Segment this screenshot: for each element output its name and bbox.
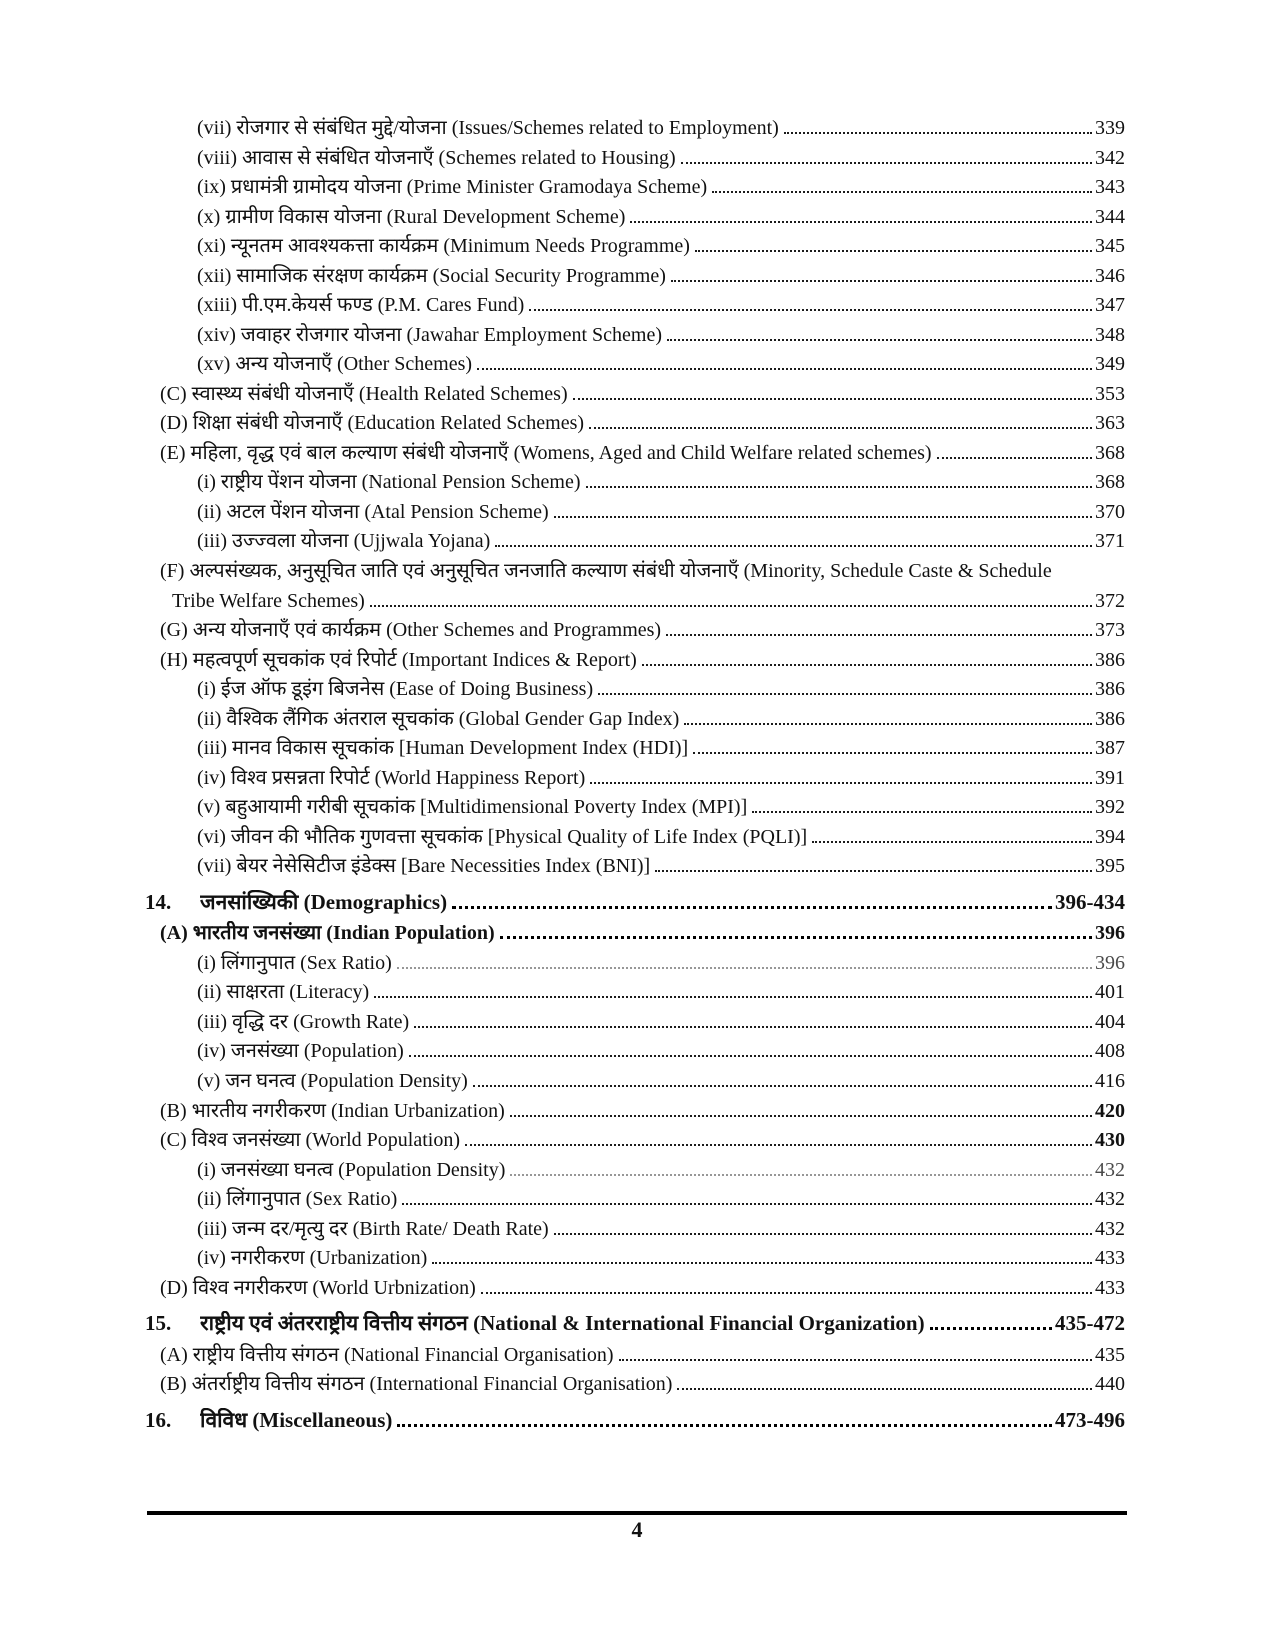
dot-leader	[370, 605, 1092, 607]
dot-leader	[374, 996, 1092, 998]
toc-entry	[145, 470, 1125, 500]
toc-page-number: 432	[1095, 1188, 1125, 1211]
toc-page-number: 386	[1095, 648, 1125, 671]
toc-entry	[145, 352, 1125, 382]
toc-page-number: 432	[1095, 1217, 1125, 1240]
dot-leader	[681, 162, 1092, 164]
toc-entry	[145, 1276, 1125, 1306]
toc-page-number: 344	[1095, 205, 1125, 228]
dot-leader	[477, 368, 1092, 370]
toc-entry-text: (E) महिला, वृद्ध एवं बाल कल्याण संबंधी योजनाएँ (Womens, Aged and Child Welfare related schemes)	[160, 441, 932, 464]
dot-leader	[573, 398, 1092, 400]
toc-entry	[145, 736, 1125, 766]
toc-page-number: 342	[1095, 146, 1125, 169]
toc-entry	[145, 890, 1125, 920]
toc-entry	[145, 1069, 1125, 1099]
dot-leader	[495, 545, 1092, 547]
toc-page-number: 401	[1095, 981, 1125, 1004]
toc-page-number: 349	[1095, 353, 1125, 376]
dot-leader	[510, 1115, 1092, 1117]
toc-entry-text: (C) स्वास्थ्य संबंधी योजनाएँ (Health Related Schemes)	[160, 382, 568, 405]
toc-page-number: 396	[1095, 922, 1125, 945]
toc-page-number: 473-496	[1055, 1407, 1125, 1432]
toc-entry-text: Tribe Welfare Schemes)	[172, 589, 365, 612]
toc-entry	[145, 175, 1125, 205]
toc-entry	[145, 146, 1125, 176]
toc-page-number: 432	[1095, 1158, 1125, 1181]
toc-entry	[145, 234, 1125, 264]
dot-leader	[589, 427, 1092, 429]
toc-entry-text: विविध (Miscellaneous)	[200, 1407, 393, 1432]
toc-entry	[145, 1217, 1125, 1247]
toc-entry-text: (v) बहुआयामी गरीबी सूचकांक [Multidimensional Poverty Index (MPI)]	[197, 796, 748, 819]
toc-page-number: 430	[1095, 1129, 1125, 1152]
toc-page-number: 386	[1095, 678, 1125, 701]
dot-leader	[695, 250, 1092, 252]
toc-entry	[145, 980, 1125, 1010]
toc-page-number: 408	[1095, 1040, 1125, 1063]
toc-page-number: 387	[1095, 737, 1125, 760]
toc-entry-text: (iii) वृद्धि दर (Growth Rate)	[197, 1010, 410, 1033]
toc-entry	[145, 1408, 1125, 1438]
toc-section-number: 15.	[145, 1311, 172, 1336]
toc-page-number: 348	[1095, 323, 1125, 346]
toc-entry-text: (iii) मानव विकास सूचकांक [Human Development Index (HDI)]	[197, 737, 689, 760]
toc-entry-text: (A) राष्ट्रीय वित्तीय संगठन (National Financial Organisation)	[160, 1343, 614, 1366]
toc-section-number: 16.	[145, 1407, 172, 1432]
toc-page-number: 347	[1095, 294, 1125, 317]
toc-entry	[145, 854, 1125, 884]
toc-page-number: 370	[1095, 500, 1125, 523]
dot-leader	[414, 1026, 1092, 1028]
toc-entry-text: (xii) सामाजिक संरक्षण कार्यक्रम (Social Security Programme)	[197, 264, 666, 287]
toc-entry	[145, 411, 1125, 441]
dot-leader	[452, 906, 1052, 909]
toc-section-number: 14.	[145, 889, 172, 914]
dot-leader	[630, 221, 1092, 223]
dot-leader	[655, 870, 1092, 872]
toc-entry-text: राष्ट्रीय एवं अंतरराष्ट्रीय वित्तीय संगठन (National & International Financial Organization)	[200, 1311, 925, 1336]
toc-entry-text: (C) विश्व जनसंख्या (World Population)	[160, 1129, 461, 1152]
toc-entry	[145, 205, 1125, 235]
toc-entry-text: जनसांख्यिकी (Demographics)	[200, 889, 448, 914]
toc-page-number: 386	[1095, 707, 1125, 730]
toc-entry	[145, 921, 1125, 951]
toc-entry	[145, 293, 1125, 323]
toc-page-number: 416	[1095, 1070, 1125, 1092]
toc-entry-text: (ii) वैश्विक लैंगिक अंतराल सूचकांक (Global Gender Gap Index)	[197, 707, 680, 730]
dot-leader	[590, 782, 1092, 784]
toc-page-number: 368	[1095, 441, 1125, 464]
toc-entry-text: (iv) जनसंख्या (Population)	[197, 1040, 404, 1063]
dot-leader	[642, 664, 1092, 666]
toc-entry-text: (iii) जन्म दर/मृत्यु दर (Birth Rate/ Death Rate)	[197, 1217, 549, 1240]
dot-leader	[500, 936, 1092, 939]
footer-rule	[147, 1511, 1127, 1515]
toc-entry-text: (xiv) जवाहर रोजगार योजना (Jawahar Employment Scheme)	[197, 323, 663, 346]
toc-page-number: 353	[1095, 382, 1125, 405]
dot-leader	[671, 280, 1092, 282]
toc-entry	[145, 323, 1125, 353]
dot-leader	[409, 1055, 1092, 1057]
dot-leader	[677, 1388, 1092, 1390]
toc-page-number: 420	[1095, 1099, 1125, 1122]
toc-entry-text: (i) लिंगानुपात (Sex Ratio)	[197, 951, 392, 974]
toc-page-number: 396	[1095, 951, 1125, 974]
toc-entry	[145, 1372, 1125, 1402]
toc-entry	[145, 1343, 1125, 1373]
toc-page-number: 371	[1095, 530, 1125, 553]
toc-page-number: 396-434	[1055, 889, 1125, 914]
toc-entry-text: (ii) अटल पेंशन योजना (Atal Pension Scheme)	[197, 500, 549, 523]
dot-leader	[784, 132, 1092, 134]
toc-page-number: 345	[1095, 235, 1125, 258]
toc-entry	[145, 264, 1125, 294]
dot-leader	[684, 723, 1092, 725]
dot-leader	[619, 1359, 1092, 1361]
toc-entry	[145, 589, 1125, 619]
toc-list	[145, 116, 1125, 1439]
toc-page-number: 391	[1095, 766, 1125, 789]
toc-entry-text: (x) ग्रामीण विकास योजना (Rural Development Scheme)	[197, 205, 626, 228]
dot-leader	[667, 339, 1092, 341]
toc-entry-text: (xi) न्यूनतम आवश्यकत्ता कार्यक्रम (Minimum Needs Programme)	[197, 235, 690, 258]
toc-entry-text: (vii) बेयर नेसेसिटीज इंडेक्स [Bare Necessities Index (BNI)]	[197, 855, 651, 878]
toc-entry	[145, 1128, 1125, 1158]
toc-entry	[145, 707, 1125, 737]
toc-entry-text: (B) अंतर्राष्ट्रीय वित्तीय संगठन (International Financial Organisation)	[160, 1373, 673, 1396]
toc-entry-text: (iv) नगरीकरण (Urbanization)	[197, 1247, 428, 1270]
dot-leader	[598, 693, 1092, 695]
dot-leader	[712, 191, 1092, 193]
dot-leader	[397, 967, 1092, 969]
toc-page-number: 433	[1095, 1247, 1125, 1270]
toc-entry	[145, 1187, 1125, 1217]
toc-page-number: 346	[1095, 264, 1125, 287]
toc-entry-text: (iv) विश्व प्रसन्नता रिपोर्ट (World Happiness Report)	[197, 766, 586, 789]
toc-entry-text: (A) भारतीय जनसंख्या (Indian Population)	[160, 922, 495, 945]
toc-entry	[145, 441, 1125, 471]
dot-leader	[752, 811, 1092, 813]
toc-page-number: 433	[1095, 1276, 1125, 1299]
toc-entry	[145, 1311, 1125, 1341]
dot-leader	[812, 841, 1092, 843]
dot-leader	[666, 634, 1092, 636]
toc-entry	[145, 766, 1125, 796]
dot-leader	[693, 752, 1092, 754]
toc-page-number: 368	[1095, 471, 1125, 494]
toc-entry	[145, 795, 1125, 825]
dot-leader	[529, 309, 1092, 311]
dot-leader	[937, 457, 1092, 459]
toc-page-number: 435-472	[1055, 1311, 1125, 1336]
toc-entry-text: (ii) साक्षरता (Literacy)	[197, 981, 370, 1004]
dot-leader	[586, 486, 1093, 488]
toc-page-number: 395	[1095, 855, 1125, 878]
toc-entry-text: (iii) उज्ज्वला योजना (Ujjwala Yojana)	[197, 530, 491, 553]
toc-entry-text: (H) महत्वपूर्ण सूचकांक एवं रिपोर्ट (Important Indices & Report)	[160, 648, 637, 671]
dot-leader	[481, 1292, 1092, 1294]
toc-entry	[145, 677, 1125, 707]
dot-leader	[554, 1233, 1092, 1235]
toc-entry	[145, 1246, 1125, 1276]
toc-page-number: 404	[1095, 1010, 1125, 1033]
toc-page-number: 373	[1095, 619, 1125, 642]
dot-leader	[397, 1424, 1052, 1427]
toc-entry	[145, 825, 1125, 855]
toc-entry-text: (F) अल्पसंख्यक, अनुसूचित जाति एवं अनुसूचित जनजाति कल्याण संबंधी योजनाएँ (Minority, Schedule Caste & Schedule	[160, 559, 1052, 582]
toc-entry	[145, 951, 1125, 981]
dot-leader	[510, 1174, 1092, 1176]
toc-entry	[145, 1158, 1125, 1188]
toc-entry-text: (v) जन घनत्व (Population Density)	[197, 1070, 468, 1092]
toc-entry-text: (vi) जीवन की भौतिक गुणवत्ता सूचकांक [Physical Quality of Life Index (PQLI)]	[197, 825, 808, 848]
toc-entry-text: (i) राष्ट्रीय पेंशन योजना (National Pension Scheme)	[197, 471, 581, 494]
toc-entry	[145, 1010, 1125, 1040]
toc-entry-text: (i) ईज ऑफ डूइंग बिजनेस (Ease of Doing Business)	[197, 678, 594, 701]
toc-entry-text: (vii) रोजगार से संबंधित मुद्दे/योजना (Issues/Schemes related to Employment)	[197, 117, 779, 139]
dot-leader	[473, 1085, 1092, 1087]
toc-entry-text: (D) शिक्षा संबंधी योजनाएँ (Education Related Schemes)	[160, 412, 585, 435]
toc-page-number: 343	[1095, 176, 1125, 199]
toc-page-number: 435	[1095, 1343, 1125, 1366]
toc-page-number: 372	[1095, 589, 1125, 612]
toc-entry	[145, 1099, 1125, 1129]
toc-page-number: 363	[1095, 412, 1125, 435]
toc-page-number: 440	[1095, 1373, 1125, 1396]
toc-entry-text: (G) अन्य योजनाएँ एवं कार्यक्रम (Other Schemes and Programmes)	[160, 619, 662, 642]
toc-entry-text: (ix) प्रधामंत्री ग्रामोदय योजना (Prime Minister Gramodaya Scheme)	[197, 176, 708, 199]
toc-entry	[145, 648, 1125, 678]
toc-entry-text: (i) जनसंख्या घनत्व (Population Density)	[197, 1158, 506, 1181]
toc-entry	[145, 529, 1125, 559]
toc-entry	[145, 618, 1125, 648]
toc-entry	[145, 559, 1125, 589]
dot-leader	[432, 1262, 1092, 1264]
dot-leader	[465, 1144, 1092, 1146]
dot-leader	[554, 516, 1092, 518]
toc-entry-text: (xiii) पी.एम.केयर्स फण्ड (P.M. Cares Fund)	[197, 294, 525, 317]
toc-entry	[145, 116, 1125, 146]
toc-entry	[145, 1039, 1125, 1069]
toc-page-number: 392	[1095, 796, 1125, 819]
toc-entry-text: (D) विश्व नगरीकरण (World Urbnization)	[160, 1276, 476, 1299]
toc-page-number: 394	[1095, 825, 1125, 848]
footer-page-number: 4	[631, 1517, 643, 1542]
toc-entry	[145, 382, 1125, 412]
toc-entry	[145, 500, 1125, 530]
dot-leader	[402, 1203, 1092, 1205]
toc-entry-text: (ii) लिंगानुपात (Sex Ratio)	[197, 1188, 398, 1211]
toc-entry-text: (viii) आवास से संबंधित योजनाएँ (Schemes related to Housing)	[197, 146, 676, 169]
dot-leader	[930, 1327, 1052, 1330]
toc-entry-text: (xv) अन्य योजनाएँ (Other Schemes)	[197, 353, 473, 376]
toc-entry-text: (B) भारतीय नगरीकरण (Indian Urbanization)	[160, 1099, 505, 1122]
toc-page-number: 339	[1095, 117, 1125, 139]
